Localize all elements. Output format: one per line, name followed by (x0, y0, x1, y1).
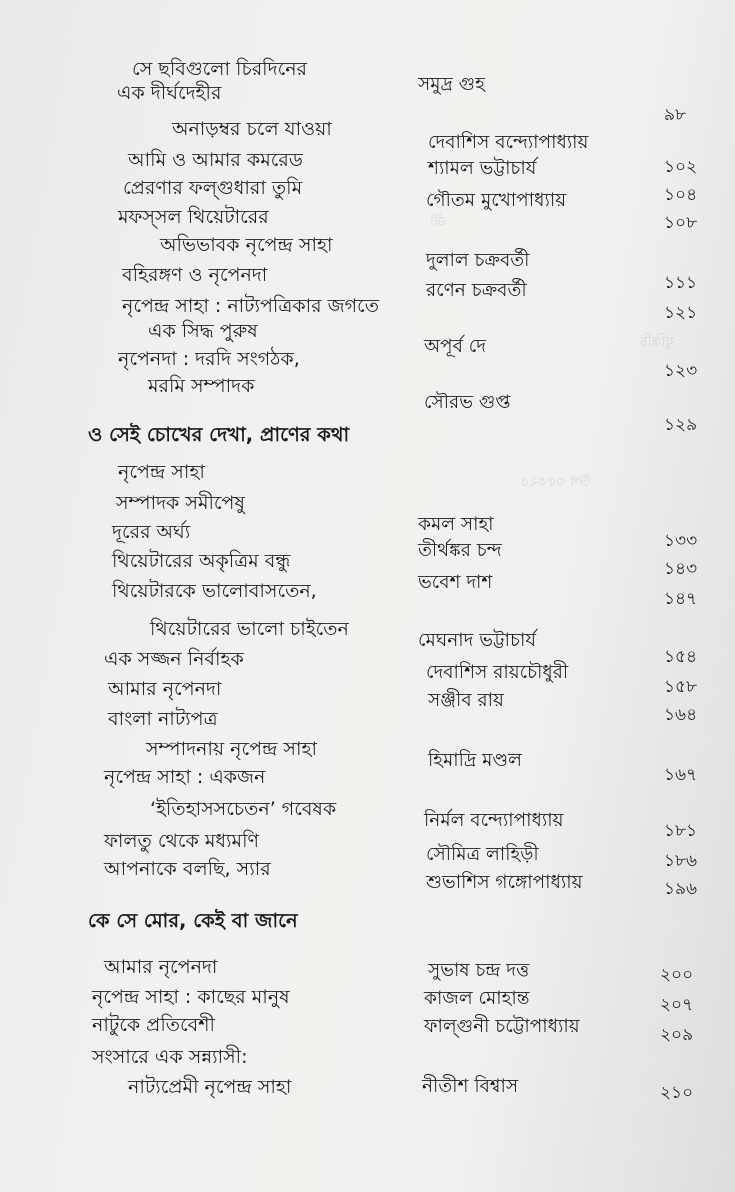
entry-title-line: এক দীর্ঘদেহীর (117, 82, 222, 104)
entry-author: ভবেশ দাশ (418, 572, 493, 593)
entry-page: ১৩৩ (664, 531, 698, 551)
entry-page: ২০৭ (660, 995, 694, 1015)
entry-title-line: সম্পাদনায় নৃপেন্দ্র সাহা (146, 738, 317, 760)
entry-title-line: সম্পাদক সমীপেষু (116, 492, 245, 514)
entry-author: অপূর্ব দে (424, 336, 486, 357)
entry-title-line: মরমি সম্পাদক (148, 375, 255, 397)
entry-page: ১৪৩ (664, 559, 698, 579)
entry-page: ১২৯ (664, 415, 698, 435)
entry-author: কাজল মোহান্ত (424, 988, 530, 1009)
entry-page: ১২১ (664, 303, 698, 323)
entry-author: সৌমিত্র লাহিড়ী (426, 844, 539, 865)
entry-title-line: এক সিদ্ধ পুরুষ (148, 320, 258, 342)
entry-title-line: অভিভাবক নৃপেন্দ্র সাহা (160, 234, 333, 256)
entry-author: কমল সাহা (418, 514, 494, 535)
entry-title-line: সে ছবিগুলো চিরদিনের (132, 58, 307, 80)
entry-title-line: বাংলা নাট্যপত্র (108, 708, 218, 730)
entry-page: ১০৪ (664, 185, 698, 205)
entry-title-line: নৃপেন্দ্র সাহা : কাছের মানুষ (92, 986, 290, 1008)
entry-title-line: সংসারে এক সন্ন্যাসী: (92, 1046, 248, 1068)
entry-page: ২০০ (660, 965, 694, 985)
book-page: জী উপ ৩৫৩২৫ যুস্তিচি সে ছবিগুলো চিরদিনের এক দীর্ঘদেহীর অনাড়ম্বর চলে যাওয়া সমুদ্র গুহ ৯৮ আমি ও আমার কমরেড দেবাশিস বন্দ্যোপাধ্যায় ১০২ প্রেরণার ফল্গুধারা তুমি শ্যামল ভট্টাচার্য ১০৪ মফস্সল থিয়েটারের অভিভাবক নৃপেন্দ্র সাহা গৌতম মুখোপাধ্যায় ১০৮ বহিরঙ্গণ ও নৃপেনদা দুলাল চক্রবর্তী ১১১ নৃপেন্দ্র সাহা : নাট্যপত্রিকার জগতে এক সিদ্ধ পুরুষ রণেন চক্রবর্তী ১২১ নৃপেনদা : দরদি সংগঠক, মরমি সম্পাদক অপূর্ব দে ১২৩ সৌরভ গুপ্ত ১২৯ ও সেই চোখের দেখা, প্রাণের কথা নৃপেন্দ্র সাহা সম্পাদক সমীপেষু কমল সাহা ১৩৩ দূরের অর্ঘ্য তীর্থঙ্কর চন্দ ১৪৩ থিয়েটারের অকৃত্রিম বন্ধু ভবেশ দাশ ১৪৭ থিয়েটারকে ভালোবাসতেন, থিয়েটারের ভালো চাইতেন মেঘনাদ ভট্টাচার্য ১৫৪ এক সজ্জন নির্বাহক দেবাশিস রায়চৌধুরী ১৫৮ আমার নৃপেনদা সঞ্জীব রায় ১৬৪ বাংলা নাট্যপত্র সম্পাদনায় নৃপেন্দ্র সাহা হিমাদ্রি মণ্ডল ১৬৭ নৃপেন্দ্র সাহা : একজন ‘ইতিহাসসচেতন’ গবেষক নির্মল বন্দ্যোপাধ্যায় ১৮১ ফালতু থেকে মধ্যমণি সৌমিত্র লাহিড়ী ১৮৬ আপনাকে বলছি, স্যার শুভাশিস গঙ্গোপাধ্যায় ১৯৬ কে সে মোর, কেই বা জানে আমার নৃপেনদা সুভাষ চন্দ্র দত্ত ২০০ নৃপেন্দ্র সাহা : কাছের মানুষ কাজল মোহান্ত ২০৭ নাটুকে প্রতিবেশী ফাল্গুনী চট্টোপাধ্যায় ২০৯ সংসারে এক সন্ন্যাসী: নাট্যপ্রেমী নৃপেন্দ্র সাহা নীতীশ বিশ্বাস ২১০ (88, 58, 698, 1103)
entry-title-line: অনাড়ম্বর চলে যাওয়া (172, 118, 332, 140)
entry-title-line: নৃপেন্দ্র সাহা (118, 461, 205, 483)
entry-title-line: নৃপেনদা : দরদি সংগঠক, (118, 348, 300, 370)
entry-author: ফাল্গুনী চট্টোপাধ্যায় (424, 1016, 580, 1037)
section-heading: ও সেই চোখের দেখা, প্রাণের কথা (88, 423, 350, 446)
entry-title-line: আমি ও আমার কমরেড (128, 149, 303, 171)
entry-page: ১২৩ (664, 361, 698, 381)
section-heading: কে সে মোর, কেই বা জানে (88, 909, 298, 932)
entry-author: সঞ্জীব রায় (428, 690, 504, 711)
entry-author: শ্যামল ভট্টাচার্য (428, 158, 537, 179)
entry-author: নীতীশ বিশ্বাস (422, 1076, 519, 1097)
entry-author: সমুদ্র গুহ (418, 74, 485, 95)
entry-title-line: দূরের অর্ঘ্য (112, 521, 191, 543)
entry-author: দেবাশিস বন্দ্যোপাধ্যায় (428, 132, 589, 153)
entry-title-line: এক সজ্জন নির্বাহক (104, 648, 244, 670)
entry-page: ১০২ (664, 157, 698, 177)
entry-page: ১৫৮ (664, 677, 698, 697)
entry-title-line: প্রেরণার ফল্গুধারা তুমি (123, 177, 303, 199)
entry-title-line: নাট্যপ্রেমী নৃপেন্দ্র সাহা (128, 1076, 292, 1098)
entry-title-line: আমার নৃপেনদা (108, 678, 222, 700)
entry-page: ১৬৪ (664, 705, 698, 725)
entry-page: ১৫৪ (664, 647, 698, 667)
entry-page: ১১১ (664, 273, 698, 293)
entry-author: নির্মল বন্দ্যোপাধ্যায় (424, 810, 564, 831)
entry-title-line: ‘ইতিহাসসচেতন’ গবেষক (150, 798, 337, 820)
entry-title-line: আপনাকে বলছি, স্যার (104, 858, 271, 880)
entry-page: ২১০ (660, 1083, 694, 1103)
entry-author: হিমাদ্রি মণ্ডল (428, 750, 522, 771)
entry-page: ১৯৬ (664, 879, 698, 899)
entry-page: ৯৮ (664, 105, 687, 125)
entry-title-line: নাটুকে প্রতিবেশী (92, 1014, 215, 1036)
entry-author: গৌতম মুখোপাধ্যায় (426, 190, 567, 211)
entry-title-line: বহিরঙ্গণ ও নৃপেনদা (122, 264, 268, 286)
entry-title-line: ফালতু থেকে মধ্যমণি (104, 830, 260, 852)
entry-page: ১৬৭ (664, 765, 698, 785)
entry-author: রণেন চক্রবর্তী (426, 280, 527, 301)
entry-title-line: মফস্সল থিয়েটারের (118, 206, 269, 228)
entry-title-line: নৃপেন্দ্র সাহা : নাট্যপত্রিকার জগতে (122, 295, 379, 317)
entry-title-line: থিয়েটারের অকৃত্রিম বন্ধু (112, 550, 291, 572)
entry-title-line: আমার নৃপেনদা (104, 956, 218, 978)
entry-author: সুভাষ চন্দ্র দত্ত (428, 960, 530, 981)
entry-title-line: থিয়েটারের ভালো চাইতেন (150, 618, 349, 640)
entry-page: ১৮৬ (664, 851, 698, 871)
entry-author: তীর্থঙ্কর চন্দ (418, 540, 502, 561)
entry-page: ২০৯ (660, 1025, 694, 1045)
entry-title-line: নৃপেন্দ্র সাহা : একজন (104, 766, 266, 788)
entry-author: মেঘনাদ ভট্টাচার্য (418, 630, 537, 651)
entry-author: দেবাশিস রায়চৌধুরী (426, 662, 569, 683)
entry-author: সৌরভ গুপ্ত (424, 392, 511, 413)
entry-author: দুলাল চক্রবর্তী (426, 250, 530, 271)
entry-author: শুভাশিস গঙ্গোপাধ্যায় (426, 872, 583, 893)
entry-page: ১৮১ (664, 821, 698, 841)
entry-page: ১৪৭ (664, 589, 698, 609)
entry-page: ১০৮ (664, 213, 698, 233)
entry-title-line: থিয়েটারকে ভালোবাসতেন, (112, 580, 317, 602)
